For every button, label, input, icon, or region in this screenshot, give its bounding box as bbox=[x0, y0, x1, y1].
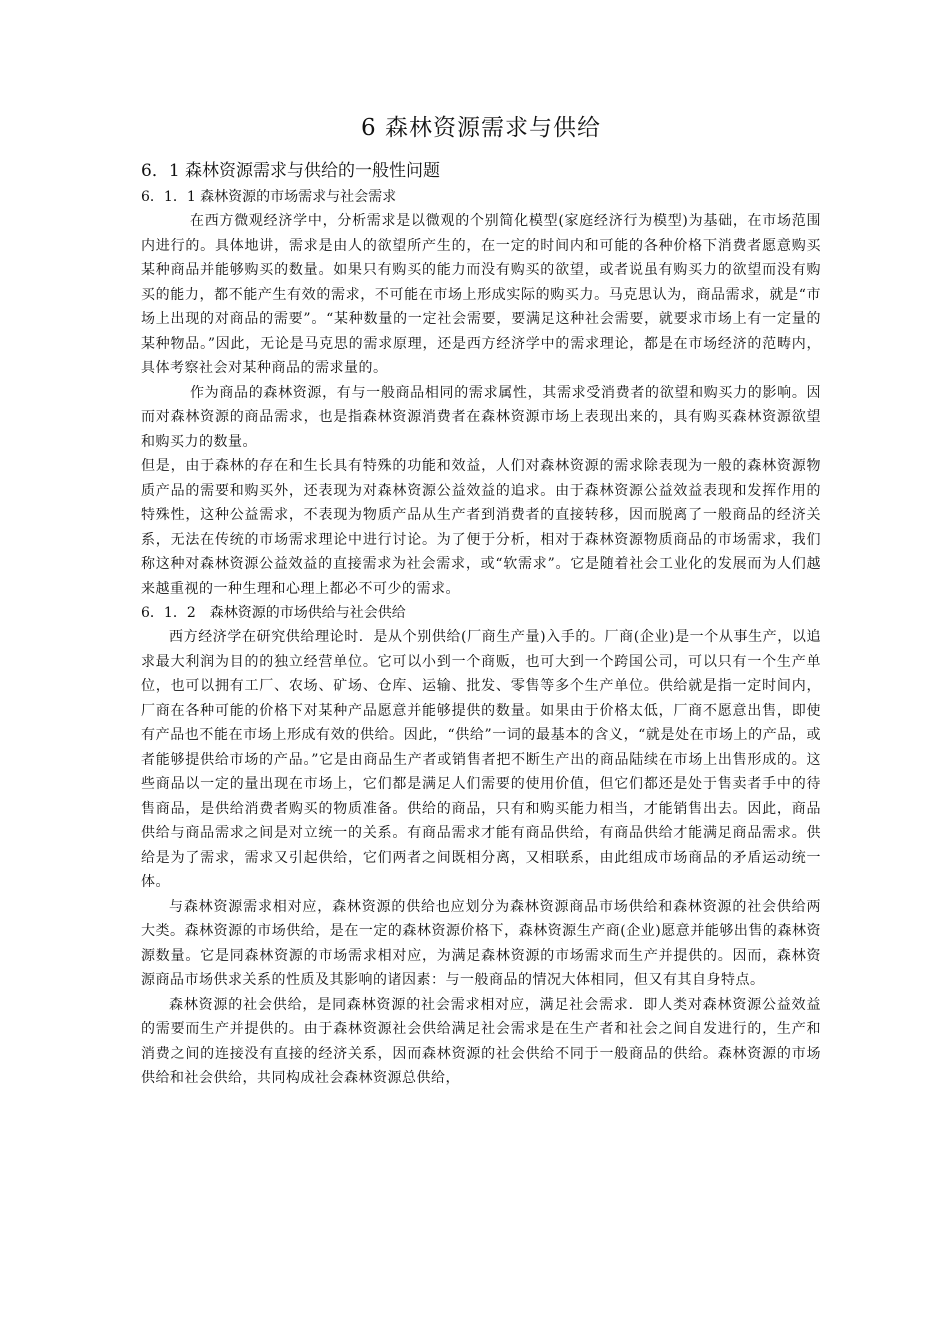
document-title: 6 森林资源需求与供给 bbox=[361, 115, 601, 141]
subsection-heading: 6．1．2 森林资源的市场供给与社会供给 bbox=[141, 605, 406, 621]
paragraph: 与森林资源需求相对应，森林资源的供给也应划分为森林资源商品市场供给和森林资源的社会供给两大类。森林资源的市场供给，是在一定的森林资源价格下，森林资源生产商(企业)愿意并能够出售的森林资源数量。它是同森林资源的市场需求相对应，为满足森林资源的市场需求而生产并提供的。因而，森林资源商品市场供求关系的性质及其影响的诸因素：与一般商品的情况大体相同，但又有其自身特点。 bbox=[141, 898, 821, 988]
subsection-heading: 6．1．1 森林资源的市场需求与社会需求 bbox=[141, 189, 397, 205]
paragraph: 森林资源的社会供给，是同森林资源的社会需求相对应，满足社会需求．即人类对森林资源公益效益的需要而生产并提供的。由于森林资源社会供给满足社会需求是在生产者和社会之间自发进行的，生产和消费之间的连接没有直接的经济关系，因而森林资源的社会供给不同于一般商品的供给。森林资源的市场供给和社会供给，共同构成社会森林资源总供给， bbox=[141, 996, 821, 1086]
section-heading: 6．1 森林资源需求与供给的一般性问题 bbox=[141, 161, 441, 181]
paragraph: 西方经济学在研究供给理论时．是从个别供给(厂商生产量)入手的。厂商(企业)是一个从事生产，以追求最大利润为目的的独立经营单位。它可以小到一个商贩，也可大到一个跨国公司，可以只有一个生产单位，也可以拥有工厂、农场、矿场、仓库、运输、批发、零售等多个生产单位。供给就是指一定时间内，厂商在各种可能的价格下对某种产品愿意并能够提供的数量。如果由于价格太低，厂商不愿意出售，即使有产品也不能在市场上形成有效的供给。因此，“供给”一词的最基本的含义，“就是处在市场上的产品，或者能够提供给市场的产品。”它是由商品生产者或销售者把不断生产出的商品陆续在市场上出售形成的。这些商品以一定的量出现在市场上，它们都是满足人们需要的使用价值，但它们都还是处于售卖者手中的待售商品，是供给消费者购买的物质准备。供给的商品，只有和购买能力相当，才能销售出去。因此，商品供给与商品需求之间是对立统一的关系。有商品需求才能有商品供给，有商品供给才能满足商品需求。供给是为了需求，需求又引起供给，它们两者之间既相分离，又相联系，由此组成市场商品的矛盾运动统一体。 bbox=[141, 629, 821, 890]
paragraph: 但是，由于森林的存在和生长具有特殊的功能和效益，人们对森林资源的需求除表现为一般的森林资源物质产品的需要和购买外，还表现为对森林资源公益效益的追求。由于森林资源公益效益表现和发挥作用的特殊性，这种公益需求，不表现为物质产品从生产者到消费者的直接转移，因而脱离了一般商品的经济关系，无法在传统的市场需求理论中进行讨论。为了便于分析，相对于森林资源物质商品的市场需求，我们称这种对森林资源公益效益的直接需求为社会需求，或“软需求”。它是随着社会工业化的发展而为人们越来越重视的一种生理和心理上都必不可少的需求。 bbox=[141, 458, 821, 597]
document-body bbox=[141, 112, 821, 1091]
paragraph: 作为商品的森林资源，有与一般商品相同的需求属性，其需求受消费者的欲望和购买力的影响。因而对森林资源的商品需求，也是指森林资源消费者在森林资源市场上表现出来的，具有购买森林资源欲望和购买力的数量。 bbox=[141, 384, 821, 450]
paragraph: 在西方微观经济学中，分析需求是以微观的个别简化模型(家庭经济行为模型)为基础，在市场范围内进行的。具体地讲，需求是由人的欲望所产生的，在一定的时间内和可能的各种价格下消费者愿意购买某种商品并能够购买的数量。如果只有购买的能力而没有购买的欲望，或者说虽有购买力的欲望而没有购买的能力，都不能产生有效的需求，不可能在市场上形成实际的购买力。马克思认为，商品需求，就是“市场上出现的对商品的需要”。“某种数量的一定社会需要，要满足这种社会需要，就要求市场上有一定量的某种物品。”因此，无论是马克思的需求原理，还是西方经济学中的需求理论，都是在市场经济的范畴内，具体考察社会对某种商品的需求量的。 bbox=[141, 213, 821, 376]
